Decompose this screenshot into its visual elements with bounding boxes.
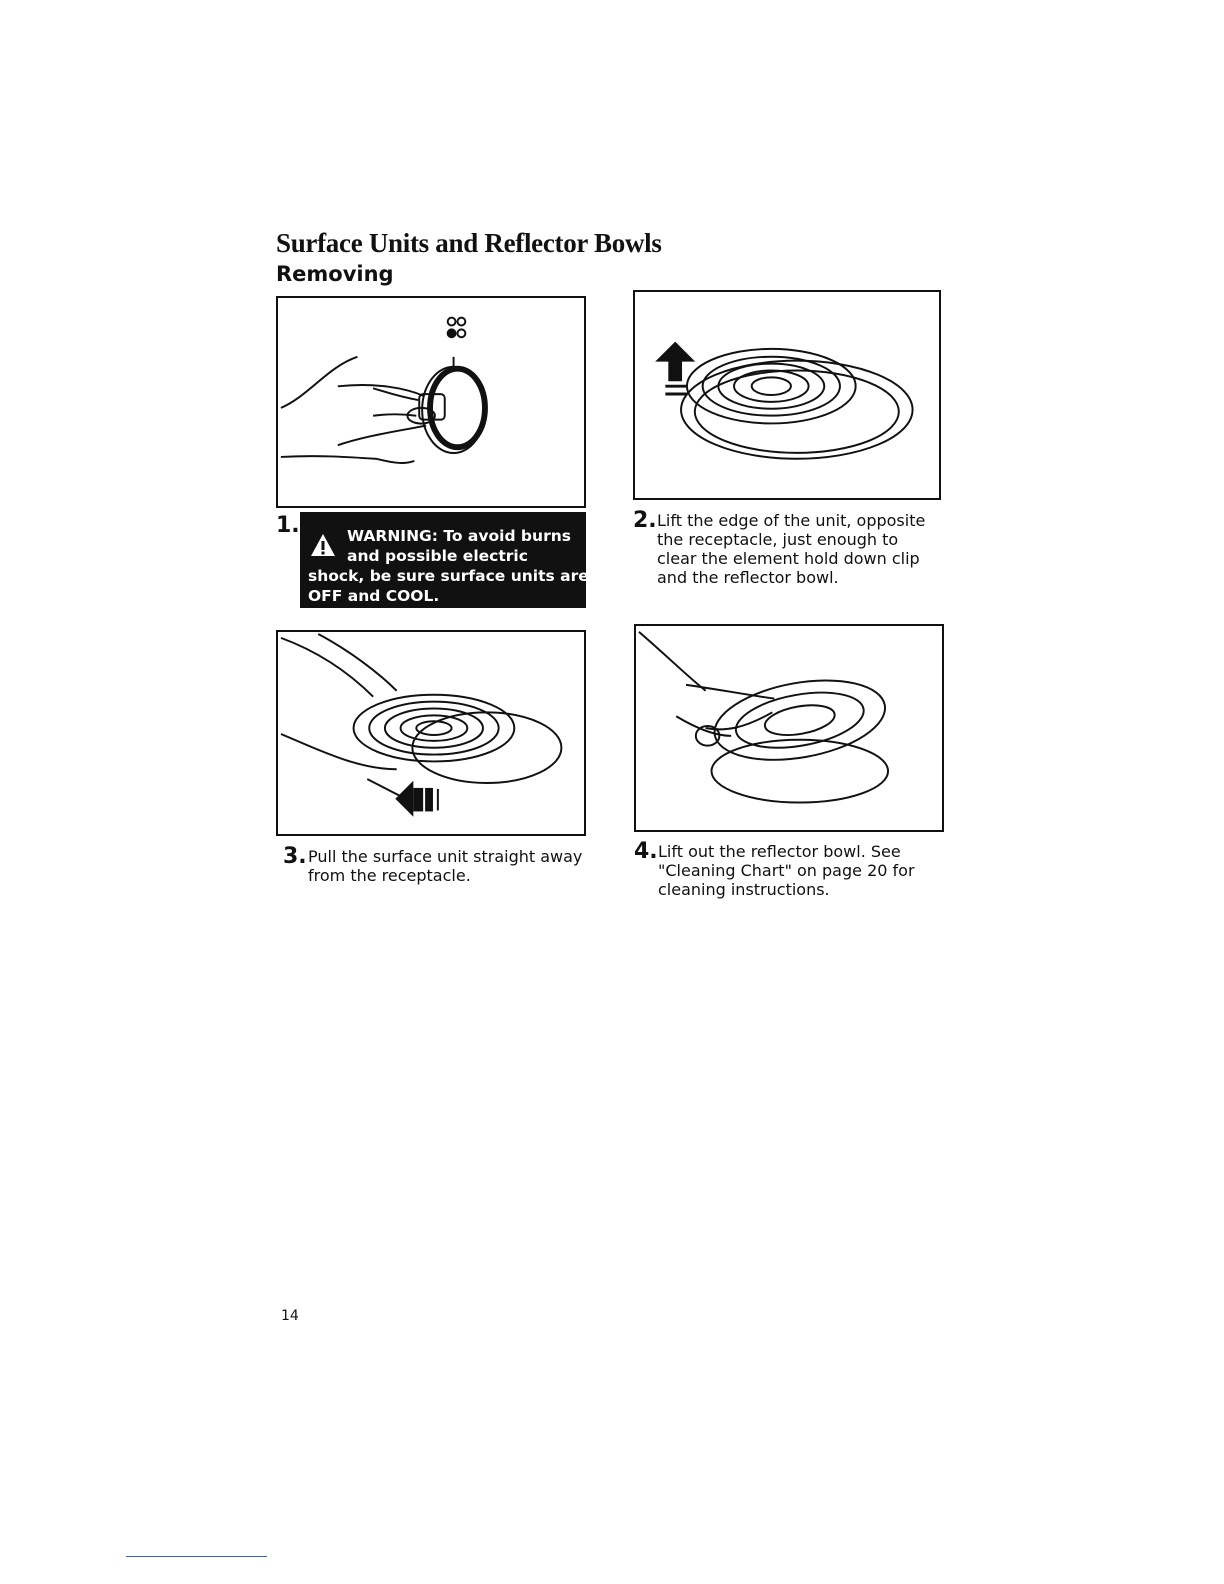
figure-knob-off [276, 296, 586, 508]
page-number: 14 [281, 1308, 299, 1324]
step-instruction: Lift the edge of the unit, opposite the receptacle, just enough to clear the element hold down clip and the reflector bowl. [657, 511, 926, 587]
step-number: 1. [276, 513, 300, 538]
pull-unit-illustration [278, 632, 584, 834]
warning-line-4: OFF and COOL. [308, 587, 440, 605]
figure-pull-unit [276, 630, 586, 836]
step-instruction: Pull the surface unit straight away from the receptacle. [308, 847, 583, 885]
lift-bowl-illustration [636, 626, 942, 830]
knob-illustration [278, 298, 584, 506]
warning-line-3: shock, be sure surface units are [308, 567, 589, 585]
step-number: 3. [283, 844, 307, 869]
footer-rule [126, 1556, 267, 1557]
page-title: Surface Units and Reflector Bowls [276, 228, 662, 258]
figure-lift-bowl [634, 624, 944, 832]
warning-line-2: and possible electric [347, 547, 528, 565]
warning-box [300, 512, 589, 608]
section-subtitle: Removing [276, 262, 394, 286]
figure-lift-element [633, 290, 941, 500]
step-number: 4. [634, 839, 658, 864]
warning-triangle-icon [310, 533, 336, 557]
step-number: 2. [633, 508, 657, 533]
lift-element-illustration [635, 292, 939, 498]
step-instruction: Lift out the reflector bowl. See "Cleaning Chart" on page 20 for cleaning instructions. [658, 842, 915, 899]
warning-line-1: WARNING: To avoid burns [347, 527, 571, 545]
